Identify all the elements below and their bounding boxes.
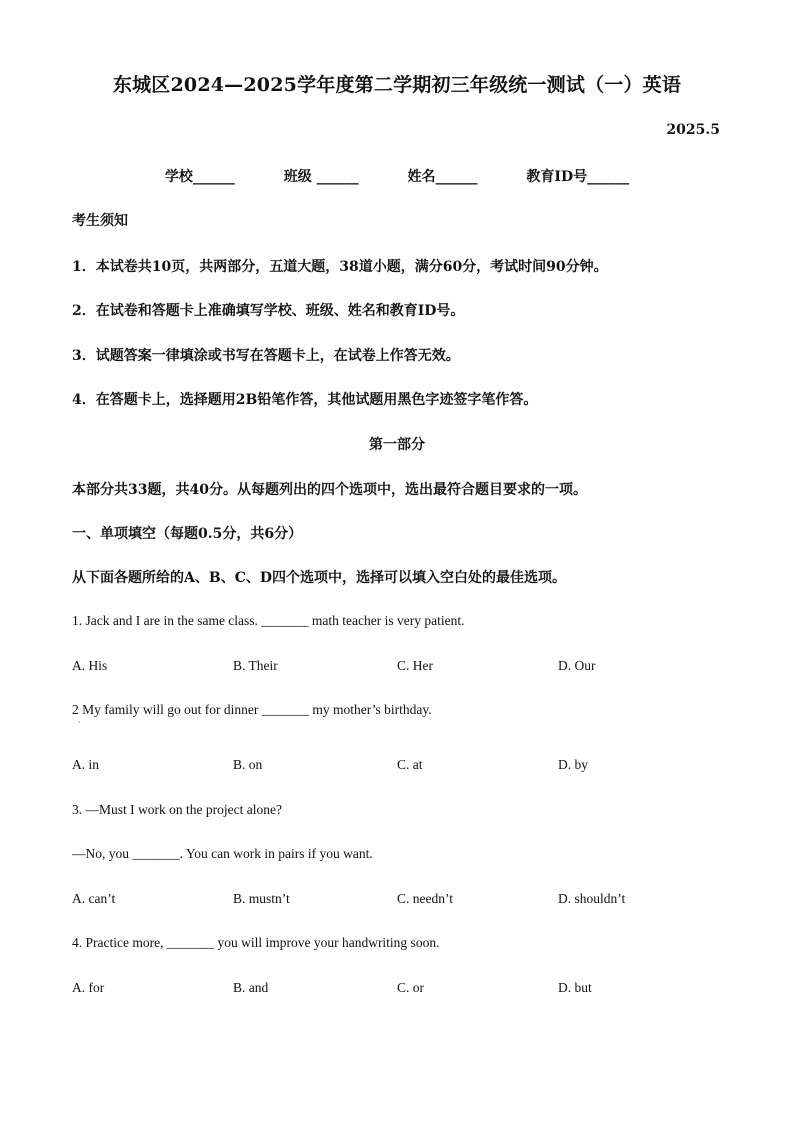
question-3-option-a: A. can’t (72, 891, 116, 906)
student-info-row (0, 166, 794, 186)
question-4-option-a: A. for (72, 980, 105, 995)
question-2-text: 2 My family will go out for dinner _______ my mother’s birthday. (72, 702, 432, 717)
notice-heading: 考生须知 (72, 213, 128, 229)
question-4-option-c: C. or (397, 980, 424, 995)
question-3-option-d: D. shouldn’t (558, 891, 626, 906)
question-1-option-d: D. Our (558, 658, 596, 673)
question-1-option-c: C. Her (397, 658, 433, 673)
question-2-option-a: A. in (72, 757, 99, 772)
part-intro: 本部分共33题，共40分。从每题列出的四个选项中，选出最符合题目要求的一项。 (72, 482, 587, 498)
class-field: 班级 ______ (283, 169, 359, 185)
section-title: 一、单项填空（每题0.5分，共6分） (72, 526, 303, 542)
question-3-option-c: C. needn’t (397, 891, 453, 906)
education-id-field: 教育ID号______ (526, 169, 630, 185)
stray-dot-mark: · (78, 718, 81, 727)
school-field: 学校______ (164, 169, 235, 185)
section-instruction: 从下面各题所给的A、B、C、D四个选项中，选择可以填入空白处的最佳选项。 (72, 570, 566, 586)
question-1-text: 1. Jack and I are in the same class. _______ math teacher is very patient. (72, 613, 465, 628)
notice-item: 4．在答题卡上，选择题用2B铅笔作答，其他试题用黑色字迹签字笔作答。 (72, 392, 538, 408)
notice-item: 2．在试卷和答题卡上准确填写学校、班级、姓名和教育ID号。 (72, 303, 465, 319)
question-3-reply: —No, you _______. You can work in pairs if you want. (72, 846, 373, 861)
question-3-text: 3. —Must I work on the project alone? (72, 802, 282, 817)
part-heading: 第一部分 (369, 437, 425, 453)
question-2-option-c: C. at (397, 757, 423, 772)
question-4-text: 4. Practice more, _______ you will improve your handwriting soon. (72, 935, 440, 950)
exam-title: 东城区2024—2025学年度第二学期初三年级统一测试（一）英语 (112, 74, 682, 96)
question-3-option-b: B. mustn’t (233, 891, 290, 906)
exam-date: 2025.5 (666, 122, 720, 138)
question-2-option-d: D. by (558, 757, 588, 772)
question-1-option-a: A. His (72, 658, 108, 673)
notice-item: 1．本试卷共10页，共两部分，五道大题，38道小题，满分60分，考试时间90分钟。 (72, 259, 608, 275)
question-4-option-d: D. but (558, 980, 592, 995)
notice-item: 3．试题答案一律填涂或书写在答题卡上，在试卷上作答无效。 (72, 348, 460, 364)
name-field: 姓名______ (407, 169, 478, 185)
question-2-option-b: B. on (233, 757, 263, 772)
question-1-option-b: B. Their (233, 658, 278, 673)
question-4-option-b: B. and (233, 980, 269, 995)
